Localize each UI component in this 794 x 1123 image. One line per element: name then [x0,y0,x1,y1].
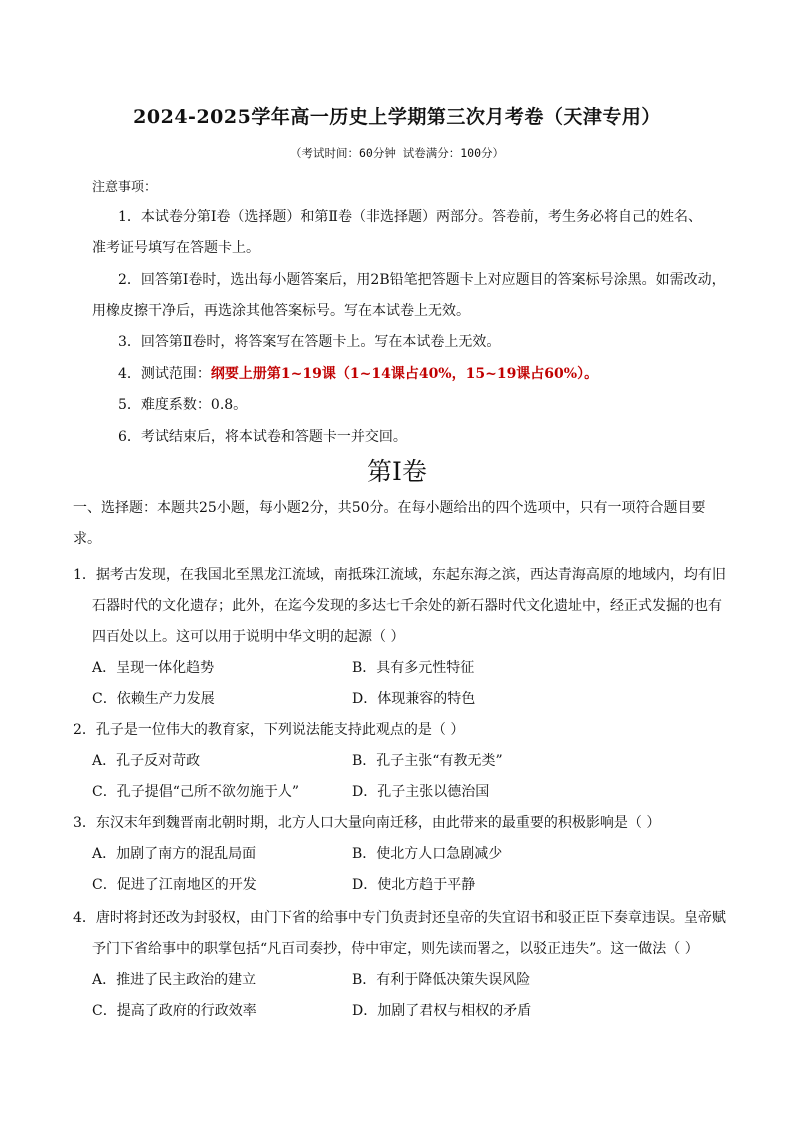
question-4-option-d: D．加剧了君权与相权的矛盾 [352,1003,532,1019]
question-1-stem-line-3: 四百处以上。这可以用于说明中华文明的起源（ ） [92,629,405,645]
question-4-stem-line-1: 4．唐时将封还改为封驳权，由门下省的给事中专门负责封还皇帝的失宜诏书和驳正臣下奏章违误。皇帝赋 [73,910,726,926]
section-title: 第Ⅰ卷 [367,457,427,486]
note-item-5: 5．难度系数：0.8。 [118,397,248,413]
question-1-option-d: D．体现兼容的特色 [352,691,476,707]
question-2-option-c: C．孔子提倡“己所不欲勿施于人” [92,784,300,800]
exam-duration-subtitle: （考试时间：60分钟 试卷满分：100分） [289,146,505,160]
note-item-4 [118,363,598,383]
question-3-option-c: C．促进了江南地区的开发 [92,877,257,893]
note-item-1: 1．本试卷分第Ⅰ卷（选择题）和第Ⅱ卷（非选择题）两部分。答卷前，考生务必将自己的姓名、 [118,209,702,225]
note-item-1-cont: 准考证号填写在答题卡上。 [92,240,260,256]
question-1-option-a: A．呈现一体化趋势 [92,660,215,676]
question-3-option-b: B．使北方人口急剧减少 [352,846,503,862]
note-item-2: 2．回答第Ⅰ卷时，选出每小题答案后，用2B铅笔把答题卡上对应题目的答案标号涂黑。如需改动， [118,272,726,288]
question-4-option-b: B．有利于降低决策失误风险 [352,972,531,988]
question-3-stem-line-1: 3．东汉末年到魏晋南北朝时期，北方人口大量向南迁移，由此带来的最重要的积极影响是（ ） [73,815,661,831]
question-2-stem-line-1: 2．孔子是一位伟大的教育家，下列说法能支持此观点的是（ ） [73,722,465,738]
test-scope-text: 纲要上册第1~19课（1~14课占40%，15~19课占60%）。 [210,366,599,382]
question-1-stem-line-2: 石器时代的文化遗存；此外，在迄今发现的多达七千余处的新石器时代文化遗址中，经正式发掘的也有 [92,598,722,614]
question-2-option-d: D．孔子主张以德治国 [352,784,490,800]
note-item-4-label: 4．测试范围： [118,366,211,382]
question-3-option-d: D．使北方趋于平静 [352,877,476,893]
question-1-option-b: B．具有多元性特征 [352,660,475,676]
question-4-stem-line-2: 予门下省给事中的职掌包括“凡百司奏抄，侍中审定，则先读而署之，以驳正违失”。这一做法（ ） [92,941,699,957]
note-item-6: 6．考试结束后，将本试卷和答题卡一并交回。 [118,429,407,445]
note-item-3: 3．回答第Ⅱ卷时，将答案写在答题卡上。写在本试卷上无效。 [118,334,501,350]
question-3-option-a: A．加剧了南方的混乱局面 [92,846,257,862]
instructions-line-2: 求。 [73,531,101,547]
notes-heading: 注意事项： [92,180,158,195]
question-1-option-c: C．依赖生产力发展 [92,691,215,707]
note-item-2-cont: 用橡皮擦干净后，再选涂其他答案标号。写在本试卷上无效。 [92,303,470,319]
question-2-option-a: A．孔子反对苛政 [92,753,201,769]
instructions-line-1: 一、选择题：本题共25小题，每小题2分，共50分。在每小题给出的四个选项中，只有一项符合题目要 [73,500,706,516]
question-1-stem-line-1: 1．据考古发现，在我国北至黑龙江流域，南抵珠江流域，东起东海之滨，西达青海高原的地域内，均有旧 [73,567,726,583]
question-2-option-b: B．孔子主张“有教无类” [352,753,503,769]
question-4-option-c: C．提高了政府的行政效率 [92,1003,257,1019]
page-title: 2024-2025学年高一历史上学期第三次月考卷（天津专用） [133,106,661,128]
question-4-option-a: A．推进了民主政治的建立 [92,972,257,988]
